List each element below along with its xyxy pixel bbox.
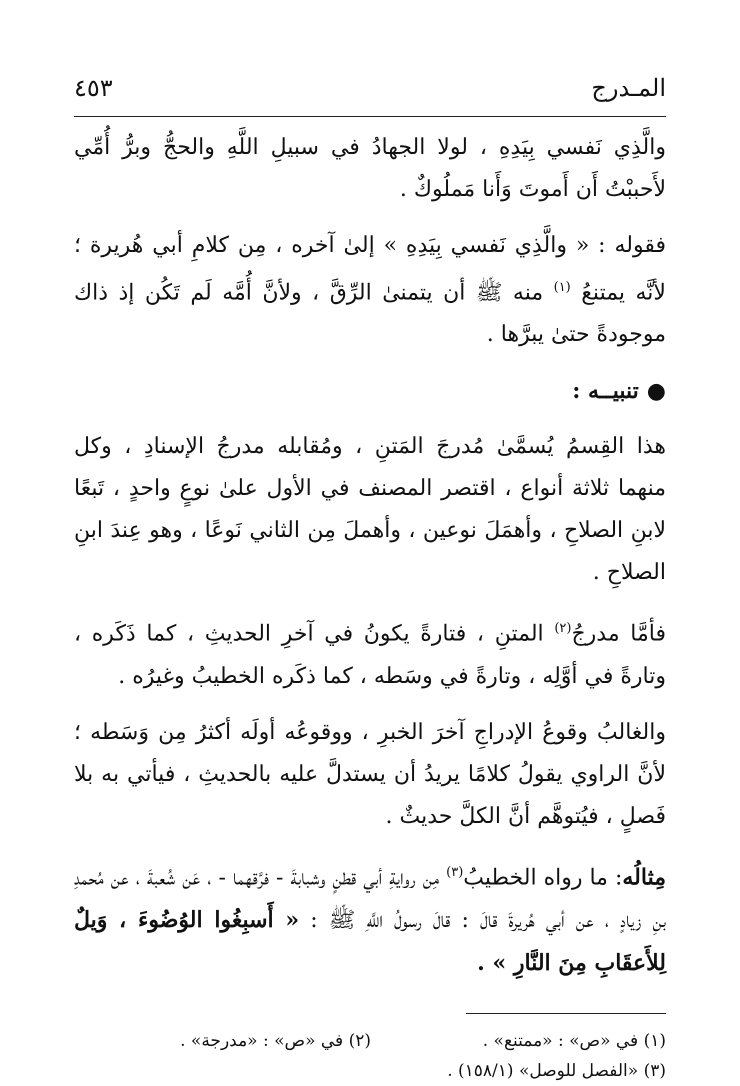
page-content	[74, 127, 666, 985]
footnote-2: (٢) في «ص» : «مدرجة» .	[180, 1030, 371, 1051]
page-number: ٤٥٣	[74, 74, 113, 102]
paragraph-predominant: والغالبُ وقوعُ الإدراجِ آخرَ الخبرِ ، ووقوعُه أولَه أكثرُ مِن وَسَطه ؛ لأنَّ الراوي يقولُ كلامًا يريدُ أن يستدلَّ عليه بالحديثِ ، فيأتي به بلا فَصلٍ ، فيُتوهَّم أنَّ الكلَّ حديثٌ .	[74, 719, 666, 829]
paragraph-positions-text-b: المتنِ ، فتارةً يكونُ في آخرِ الحديثِ ، كما ذَكَره ، وتارةً في أوَّلِه ، وتارةً في وسَطه ، كما ذكَره الخطيبُ وغيرُه .	[74, 621, 666, 689]
bullet-icon: ●	[646, 378, 666, 405]
hadith-quote: « أَسبِغُوا الوُضُوءَ ، وَيلٌ لِلأَعقَابِ مِنَ النَّارِ » .	[74, 906, 666, 976]
footnotes	[74, 1026, 666, 1086]
paragraph-example-text-b: مِن روايةِ أبي قطنٍ وشبابةَ - فرَّقهما - ، عَن شُعبةَ ، عن مُحمدِ بنِ زيادٍ ، عن أبي هُريرةَ قالَ : قالَ رسولُ اللَّهِ ﷺ :	[74, 864, 667, 933]
running-title: المـدرج	[591, 74, 666, 102]
paragraph-commentary	[74, 225, 666, 356]
paragraph-hadith-end: والَّذِي نَفسي بِيَدِهِ ، لولا الجهادُ في سبيلِ اللَّهِ والحجُّ وبرُّ أُمِّي لأَحببْتُ أَن أَموتَ وَأَنا مَملُوكٌ .	[74, 135, 666, 202]
paragraph-positions	[74, 608, 666, 697]
paragraph-example	[74, 852, 666, 985]
example-label: مِثالُه	[622, 863, 666, 890]
footnote-marker-2: (٢)	[554, 621, 572, 637]
paragraph-positions-text-a: فأمَّا مدرجُ	[571, 621, 667, 647]
footnote-marker-3: (٣)	[446, 864, 464, 880]
paragraph-commentary-text-b: منه ﷺ أن يتمنىٰ الرِّقَّ ، ولأنَّ أُمَّه لَم تَكُن إذ ذاك موجودةً حتىٰ يبرَّها .	[74, 280, 666, 348]
notice-heading-text: تنبيــه :	[572, 378, 639, 405]
paragraph-example-text-a: : ما رواه الخطيبُ	[463, 864, 623, 890]
paragraph-types: هذا القِسمُ يُسمَّىٰ مُدرجَ المَتنِ ، ومُقابله مدرجُ الإسنادِ ، وكل منهما ثلاثة أنواع ، اقتصر المصنف في الأول علىٰ نوعٍ واحدٍ ، تَبعًا لابنِ الصلاحِ ، وأهمَلَ نوعين ، وأهملَ مِن الثاني نَوعًا ، وهو عِندَ ابنِ الصلاحِ .	[74, 434, 666, 586]
footnote-1: (١) في «ص» : «ممتنع» .	[482, 1030, 666, 1051]
paragraph-commentary-text-a: فقوله : « والَّذِي نَفسي بِيَدِهِ » إلىٰ آخره ، مِن كلامِ أبي هُريرة ؛ لأنَّه يمتنعُ	[74, 233, 666, 306]
footnote-row	[74, 1026, 666, 1056]
footnote-divider	[466, 1013, 666, 1014]
notice-heading	[74, 370, 666, 412]
footnote-marker-1: (١)	[553, 280, 571, 295]
footnote-3: (٣) «الفصل للوصل» (١٥٨/١) .	[447, 1060, 666, 1081]
running-head	[74, 70, 666, 117]
